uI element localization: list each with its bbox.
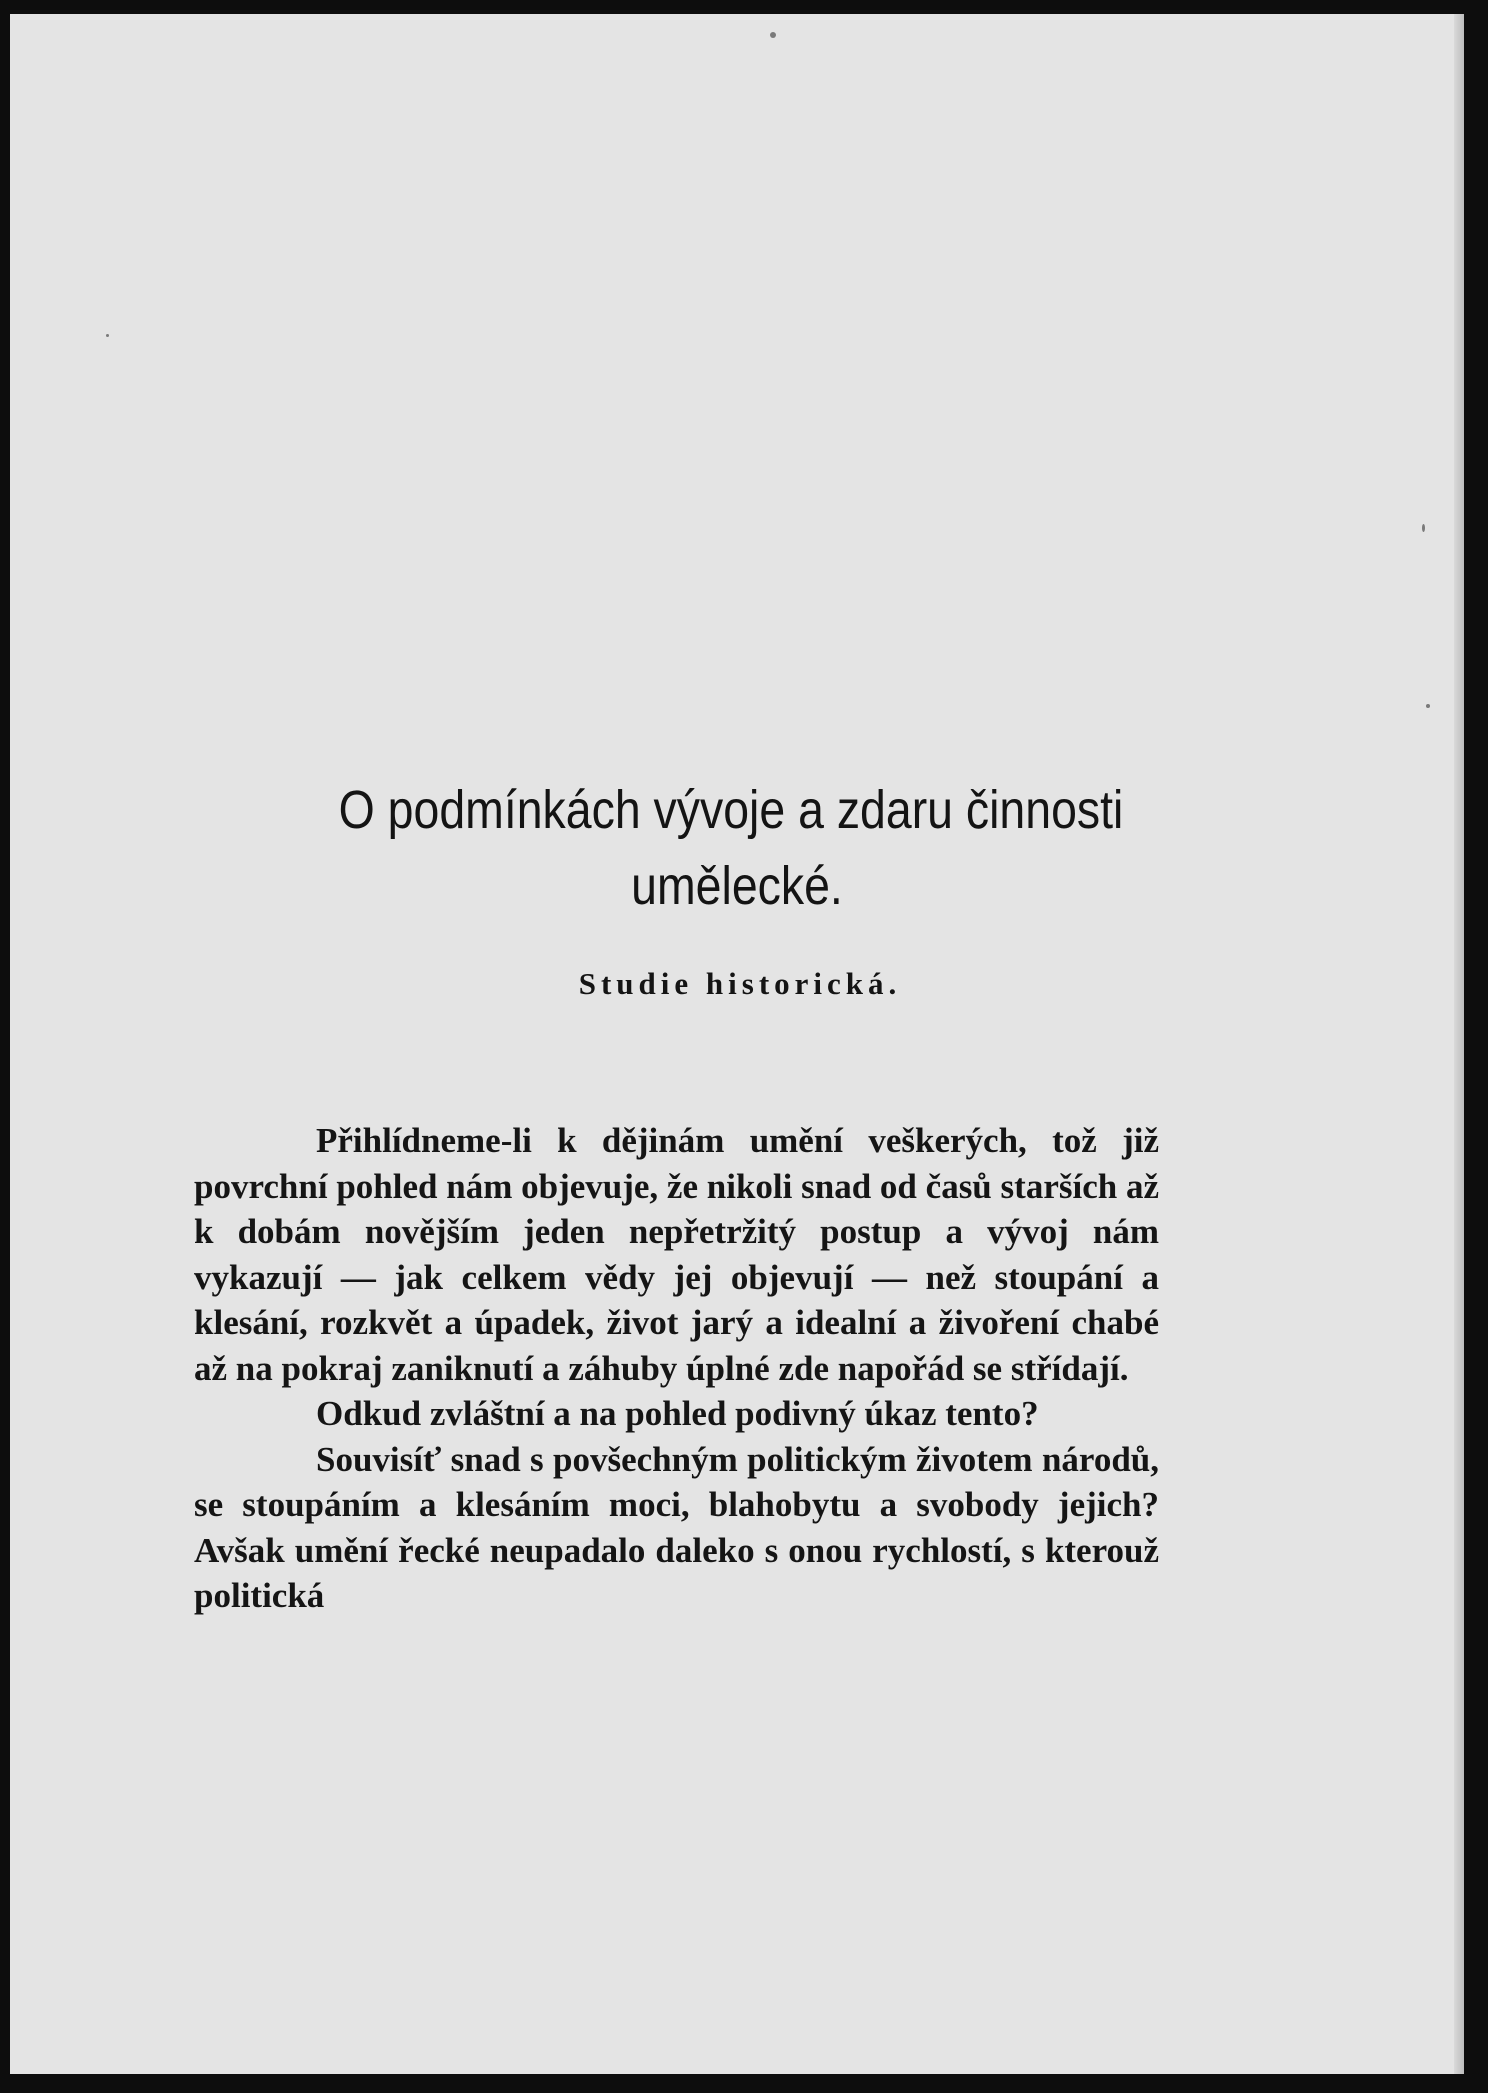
page-edge xyxy=(1454,14,1464,2074)
chapter-title xyxy=(10,772,1464,924)
print-speck xyxy=(1426,704,1430,708)
paragraph: Přihlídneme-li k dějinám umění veškerých, tož již povrchní pohled nám objevuje, že nikoli snad od časů starších až k dobám novějším jeden nepřetržitý postup a vývoj nám vykazují — jak celkem vědy jej objevují — než stoupání a klesání, rozkvět a úpadek, život jarý a idealní a živoření chabé až na pokraj zaniknutí a záhuby úplné zde napořád se střídají. xyxy=(194,1121,1159,1388)
chapter-subtitle: Studie historická. xyxy=(578,966,902,1001)
print-speck xyxy=(1422,524,1425,532)
print-speck xyxy=(106,334,109,337)
paragraph: Odkud zvláštní a na pohled podivný úkaz tento? xyxy=(316,1394,1039,1433)
book-page xyxy=(10,14,1464,2074)
body-text xyxy=(194,1118,1159,1619)
print-speck xyxy=(770,32,776,38)
chapter-title-line-2: umělecké. xyxy=(631,856,843,916)
chapter-title-line-1: O podmínkách vývoje a zdaru činnosti xyxy=(338,780,1124,840)
paragraph: Souvisíť snad s povšechným politickým životem národů, se stoupáním a klesáním moci, blahobytu a svobody jejich? Avšak umění řecké neupadalo daleko s onou rychlostí, s kterouž politická xyxy=(194,1439,1159,1615)
